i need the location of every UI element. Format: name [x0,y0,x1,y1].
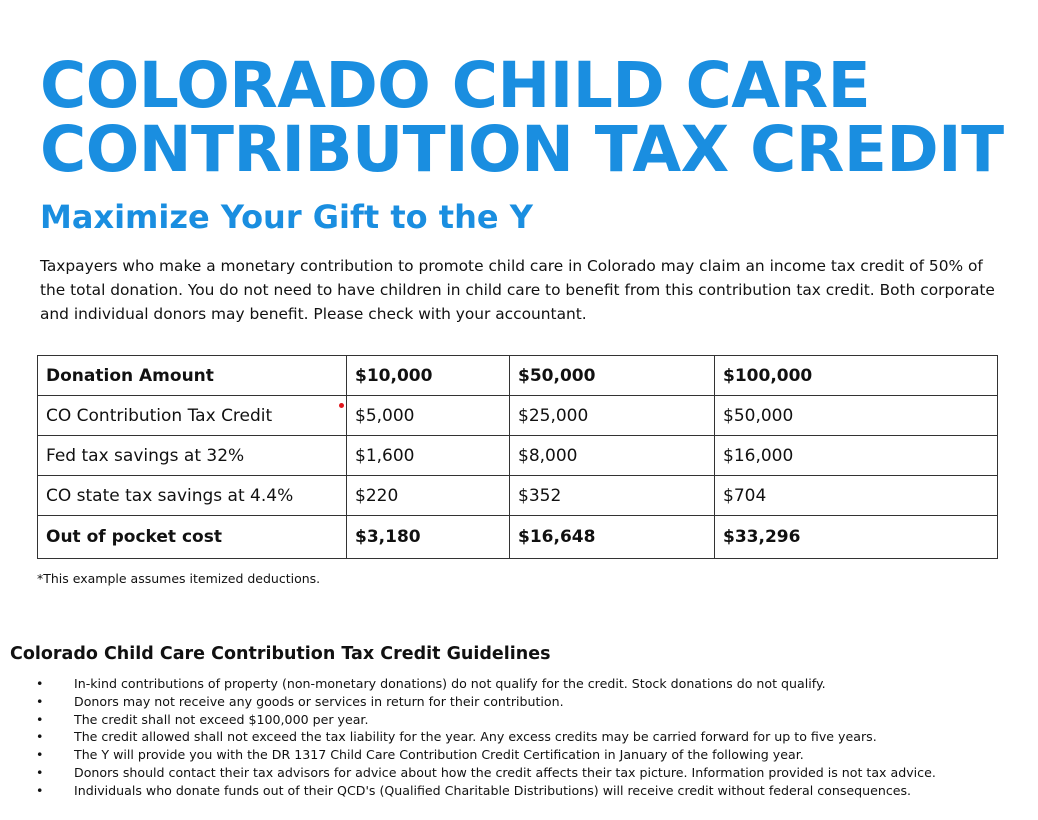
total-cell: $3,180 [347,516,510,559]
guidelines-list [30,675,1030,800]
list-item [30,746,1030,764]
table-cell: $8,000 [510,436,715,476]
bullet-icon: • [36,729,44,745]
row-label: Fed tax savings at 32% [38,436,347,476]
page-title [40,49,1004,186]
total-cell: $16,648 [510,516,715,559]
list-item-text: Individuals who donate funds out of their QCD's (Qualified Charitable Distributions) will receive credit without federal consequences. [74,782,912,798]
bullet-icon: • [36,747,44,763]
header-cell-100000: $100,000 [715,356,998,396]
red-dot-marker [339,403,344,408]
header-cell-10000: $10,000 [347,356,510,396]
table-row [38,396,998,436]
header-cell-label: Donation Amount [38,356,347,396]
bullet-icon: • [36,764,44,780]
list-item-text: In-kind contributions of property (non-monetary donations) do not qualify for the credit. Stock donations do not qualify. [74,676,826,691]
donation-table [37,355,998,559]
table-total-row [38,516,998,559]
page-title-line-2: CONTRIBUTION TAX CREDIT [40,113,1004,186]
list-item-text: The Y will provide you with the DR 1317 Child Care Contribution Credit Certification in January of the following year. [74,747,804,763]
row-label-text: CO Contribution Tax Credit [46,405,273,426]
row-label [38,396,347,436]
table-cell: $704 [715,476,998,516]
bullet-icon: • [36,782,44,798]
table-cell: $16,000 [715,436,998,476]
table-cell: $352 [510,476,715,516]
list-item [30,728,1030,746]
table-header-row [38,356,998,396]
table-cell: $5,000 [347,396,510,436]
table-cell: $1,600 [347,436,510,476]
bullet-icon: • [36,693,44,709]
table-row [38,476,998,516]
guidelines-heading: Colorado Child Care Contribution Tax Credit Guidelines [10,644,551,664]
list-item [30,711,1030,729]
row-label: CO state tax savings at 4.4% [38,476,347,516]
total-cell: $33,296 [715,516,998,559]
footnote: *This example assumes itemized deductions. [37,571,321,586]
table-cell: $50,000 [715,396,998,436]
table-cell: $25,000 [510,396,715,436]
list-item-text: The credit shall not exceed $100,000 per year. [74,711,369,727]
list-item-text: Donors should contact their tax advisors for advice about how the credit affects their tax picture. Information provided is not tax advice. [74,764,936,780]
total-label: Out of pocket cost [38,516,347,559]
page-title-line-1: COLORADO CHILD CARE [40,49,871,122]
list-item [30,764,1030,782]
list-item [30,782,1030,800]
subtitle: Maximize Your Gift to the Y [40,198,533,236]
bullet-icon: • [36,676,44,691]
bullet-icon: • [36,711,44,727]
header-cell-50000: $50,000 [510,356,715,396]
list-item [30,693,1030,711]
list-item-text: The credit allowed shall not exceed the tax liability for the year. Any excess credits may be carried forward for up to five years. [74,729,877,745]
list-item [30,675,1030,693]
table-row [38,436,998,476]
intro-paragraph: Taxpayers who make a monetary contribution to promote child care in Colorado may claim an income tax credit of 50% of the total donation. You do not need to have children in child care to benefit from this contribution tax credit. Both corporate and individual donors may benefit. Please check with your accountant. [40,257,995,323]
table-cell: $220 [347,476,510,516]
list-item-text: Donors may not receive any goods or services in return for their contribution. [74,693,564,709]
